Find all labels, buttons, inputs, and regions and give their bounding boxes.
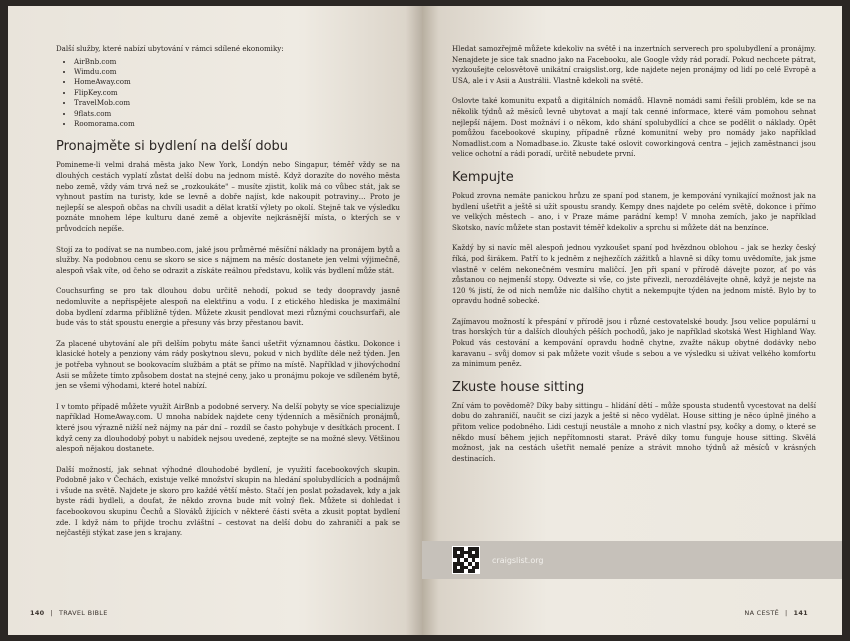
list-item: • Roomorama.com — [74, 119, 400, 129]
paragraph: Pokud zrovna nemáte panickou hrůzu ze spaní pod stanem, je kempování vynikající možnost jak na bydlení ušetřit a ještě si užít spoustu srandy. Kempy dnes najdete po celém světě, dokonce i přímo ve velkých městech – ano, i v Praze máme parádní kemp! V mnoha zemích, jako je například Skotsko, navíc můžete stan postavit téměř kdekoliv a sprchu si můžete dát na benzínce. — [452, 190, 816, 232]
paragraph: Každý by si navíc měl alespoň jednou vyzkoušet spaní pod hvězdnou oblohou – jak se hezky český říká, pod širákem. Patří to k jedněm z nejhezčích zážitků a hlavně si díky tomu uvědomíte, jak jsme vlastně v celém nekonečném vesmíru maličcí. Jen při spaní v přírodě dávejte pozor, ať po vás zůstanou co nejmenší stopy. Odvezte si vše, co jste přivezli, nerozdělávejte ohně, když je nejste na 120 % jistí, že od nich nemůže nic dalšího chytit a nekempujte týden na jednom místě. Bylo by to opravdu hodně sobecké. — [452, 243, 816, 306]
paragraph: Stojí za to podívat se na numbeo.com, jaké jsou průměrné měsíční náklady na pronájem bytů a služby. Na podobnou cenu se skoro se sice s nájmem na měsíc dostanete jen velmi výjimečně, alespoň však víte, od čeho se odrazit a získáte reálnou představu, kolik vás bydlení může stát. — [56, 244, 400, 275]
list-item: • AirBnb.com — [74, 57, 400, 67]
paragraph: Pomineme-li velmi drahá města jako New York, Londýn nebo Singapur, téměř vždy se na dlouhých cestách vyplatí zůstat delší dobu na jednom místě. Když dorazíte do nového města nebo země, vždy vám trvá než se „rozkoukáte" – musíte zjistit, kolik má co vůbec stát, jak se vyhnout pastím na turisty, kde se levně a dobře najíst, kde nakoupit potraviny… Proto je nejlepší se alespoň občas na chvíli usadit a dělat kratší výlety po okolí. Stejně tak ve výsledku poznáte mnohem lépe kulturu dané země a objevíte nejkrásnější místa, o kterých se v průvodcích nepíše. — [56, 160, 400, 233]
left-page — [8, 6, 422, 635]
page-number: 141 — [793, 609, 808, 617]
running-title: NA CESTĚ — [744, 609, 780, 617]
right-page — [422, 6, 842, 635]
page-footer: 140 | TRAVEL BIBLE — [30, 609, 108, 617]
list-item: • TravelMob.com — [74, 98, 400, 108]
qr-code-icon — [452, 546, 480, 574]
page-number: 140 — [30, 609, 45, 617]
paragraph: Další možností, jak sehnat výhodné dlouhodobé bydlení, je využití facebookových skupin. Podobně jako v Čechách, existuje velké množství skupin na hledání spolubydlících a podnájmů i všude na světě. Najdete je skoro pro každé větší město. Stačí jen poslat požadavek, kdy a jak byste rádi bydleli, a doufat, že někdo zrovna bude mít volný flek. Můžete si dohledat i facebookovou skupinu Čechů a Slováků žijících v některé části světa a zkusit poptat bydlení zde. I když nám to přijde trochu zvláštní – cestovat na delší dobu do zahraničí a pak se nejčastěji stýkat zase jen s krajany. — [56, 464, 400, 538]
section-heading: Pronajměte si bydlení na delší dobu — [56, 139, 289, 155]
paragraph: Couchsurfing se pro tak dlouhou dobu určitě nehodí, pokud se tedy doopravdy jasně nedomluvíte a nepřispějete alespoň na elektřinu a vodu. I z etického hlediska je maximální doba bydlení zdarma přibližně týden. Můžete zkusit pendlovat mezi různými couchsurfaři, ale bude vás to stát spoustu energie a přesuny vás brzy přestanou bavit. — [56, 286, 400, 328]
paragraph: Za placené ubytování ale při delším pobytu máte šanci ušetřit významnou částku. Dokonce i klasické hotely a penziony vám rády poskytnou slevu, pokud v nich bydlíte déle než týden. Jen je potřeba vyhnout se bookovacím službám a ptát se přímo na místě. Například v jihovýchodní Asii se můžete tímto způsobem dostat na stejné ceny, jako u pronájmu pokoje ve sdíleném bytě, jen se všemi výhodami, které hotel nabízí. — [56, 338, 400, 391]
list-item: • 9flats.com — [74, 109, 400, 119]
section-heading: Zkuste house sitting — [452, 379, 585, 395]
paragraph: Zajímavou možností k přespání v přírodě jsou i různé cestovatelské boudy. Jsou velice populární u tras horských túr a dalších dlouhých pěších pochodů, jako je například skotská West Highland Way. Pokud vás cestování a kempování opravdu hodně chytne, zvažte nákup obytné dodávky nebo karavanu – svůj domov si pak můžete vozit všude s sebou a ve výsledku si užívat velkého komfortu za minimum peněz. — [452, 316, 816, 369]
page-footer: NA CESTĚ | 141 — [744, 609, 808, 617]
banner-url: craigslist.org — [492, 555, 544, 565]
running-title: TRAVEL BIBLE — [58, 609, 108, 617]
paragraph: I v tomto případě můžete využít AirBnb a podobné servery. Na delší pobyty se více specializuje například HomeAway.com. U mnoha nabídek najdete ceny týdenních a měsíčních pronájmů, které jsou výrazně nižší než nájmy na pár dní – rozdíl se často pohybuje v desítkách procent. I když ceny za dlouhodobý pobyt u nabídek nejsou uvedené, zeptejte se na možné slevy. Většinou alespoň nějakou dostanete. — [56, 401, 400, 454]
services-list — [56, 57, 400, 130]
services-intro: Další služby, které nabízí ubytování v rámci sdílené ekonomiky: — [56, 44, 284, 53]
list-item: • FlipKey.com — [74, 88, 400, 98]
link-banner — [422, 541, 842, 579]
list-item: • HomeAway.com — [74, 77, 400, 87]
list-item: • Wimdu.com — [74, 67, 400, 77]
paragraph: Oslovte také komunitu expatů a digitálních nomádů. Hlavně nomádi sami řešili problém, kde se na několik týdnů až měsíců levně ubytovat a mají tak cenné informace, které vám pomohou sehnat nejlepší nájem. Dost možnáví i o někom, kdo shání spolubydlící a chce se podělit o náklady. Opět pomůžou facebookové skupiny, případně různé komunitní weby pro nomády jako například Nomadlist.com a Nomadbase.io. Zkuste také oslovit coworkingová centra – jejich zaměstnanci jsou velice ochotní a rádi poradí, určitě nebudete první. — [452, 96, 816, 159]
paragraph: Zní vám to povědomě? Díky baby sittingu – hlídání dětí – může spousta studentů vycestovat na delší dobu do zahraničí, naučit se cizí jazyk a ještě si něco vydělat. House sitting je něco úplně jiného a přitom velice podobného. Lidi cestují neustále a mnoho z nich vlastní psy, kočky a domy, o které se někdo musí během jejich nepřítomnosti starat. Právě díky tomu funguje house sitting. Skvělá možnost, jak na cestách ušetřit nemalé peníze a strávit mnoho týdnů až měsíců v krásných destinacích. — [452, 400, 816, 463]
paragraph: Hledat samozřejmě můžete kdekoliv na světě i na inzertních serverech pro spolubydlení a pronájmy. Nenajdete je sice tak snadno jako na Facebooku, ale Google vždy rád poradí. Pokud nechcete pátrat, vyzkoušejte celosvětově unikátní craigslist.org, kde najdete nejen pronájmy od lidí po celé Evropě a USA, ale i v Asii a Austrálii. Vlastně kdekoli na světě. — [452, 44, 816, 85]
section-heading: Kempujte — [452, 169, 514, 185]
book-spread — [8, 6, 842, 635]
